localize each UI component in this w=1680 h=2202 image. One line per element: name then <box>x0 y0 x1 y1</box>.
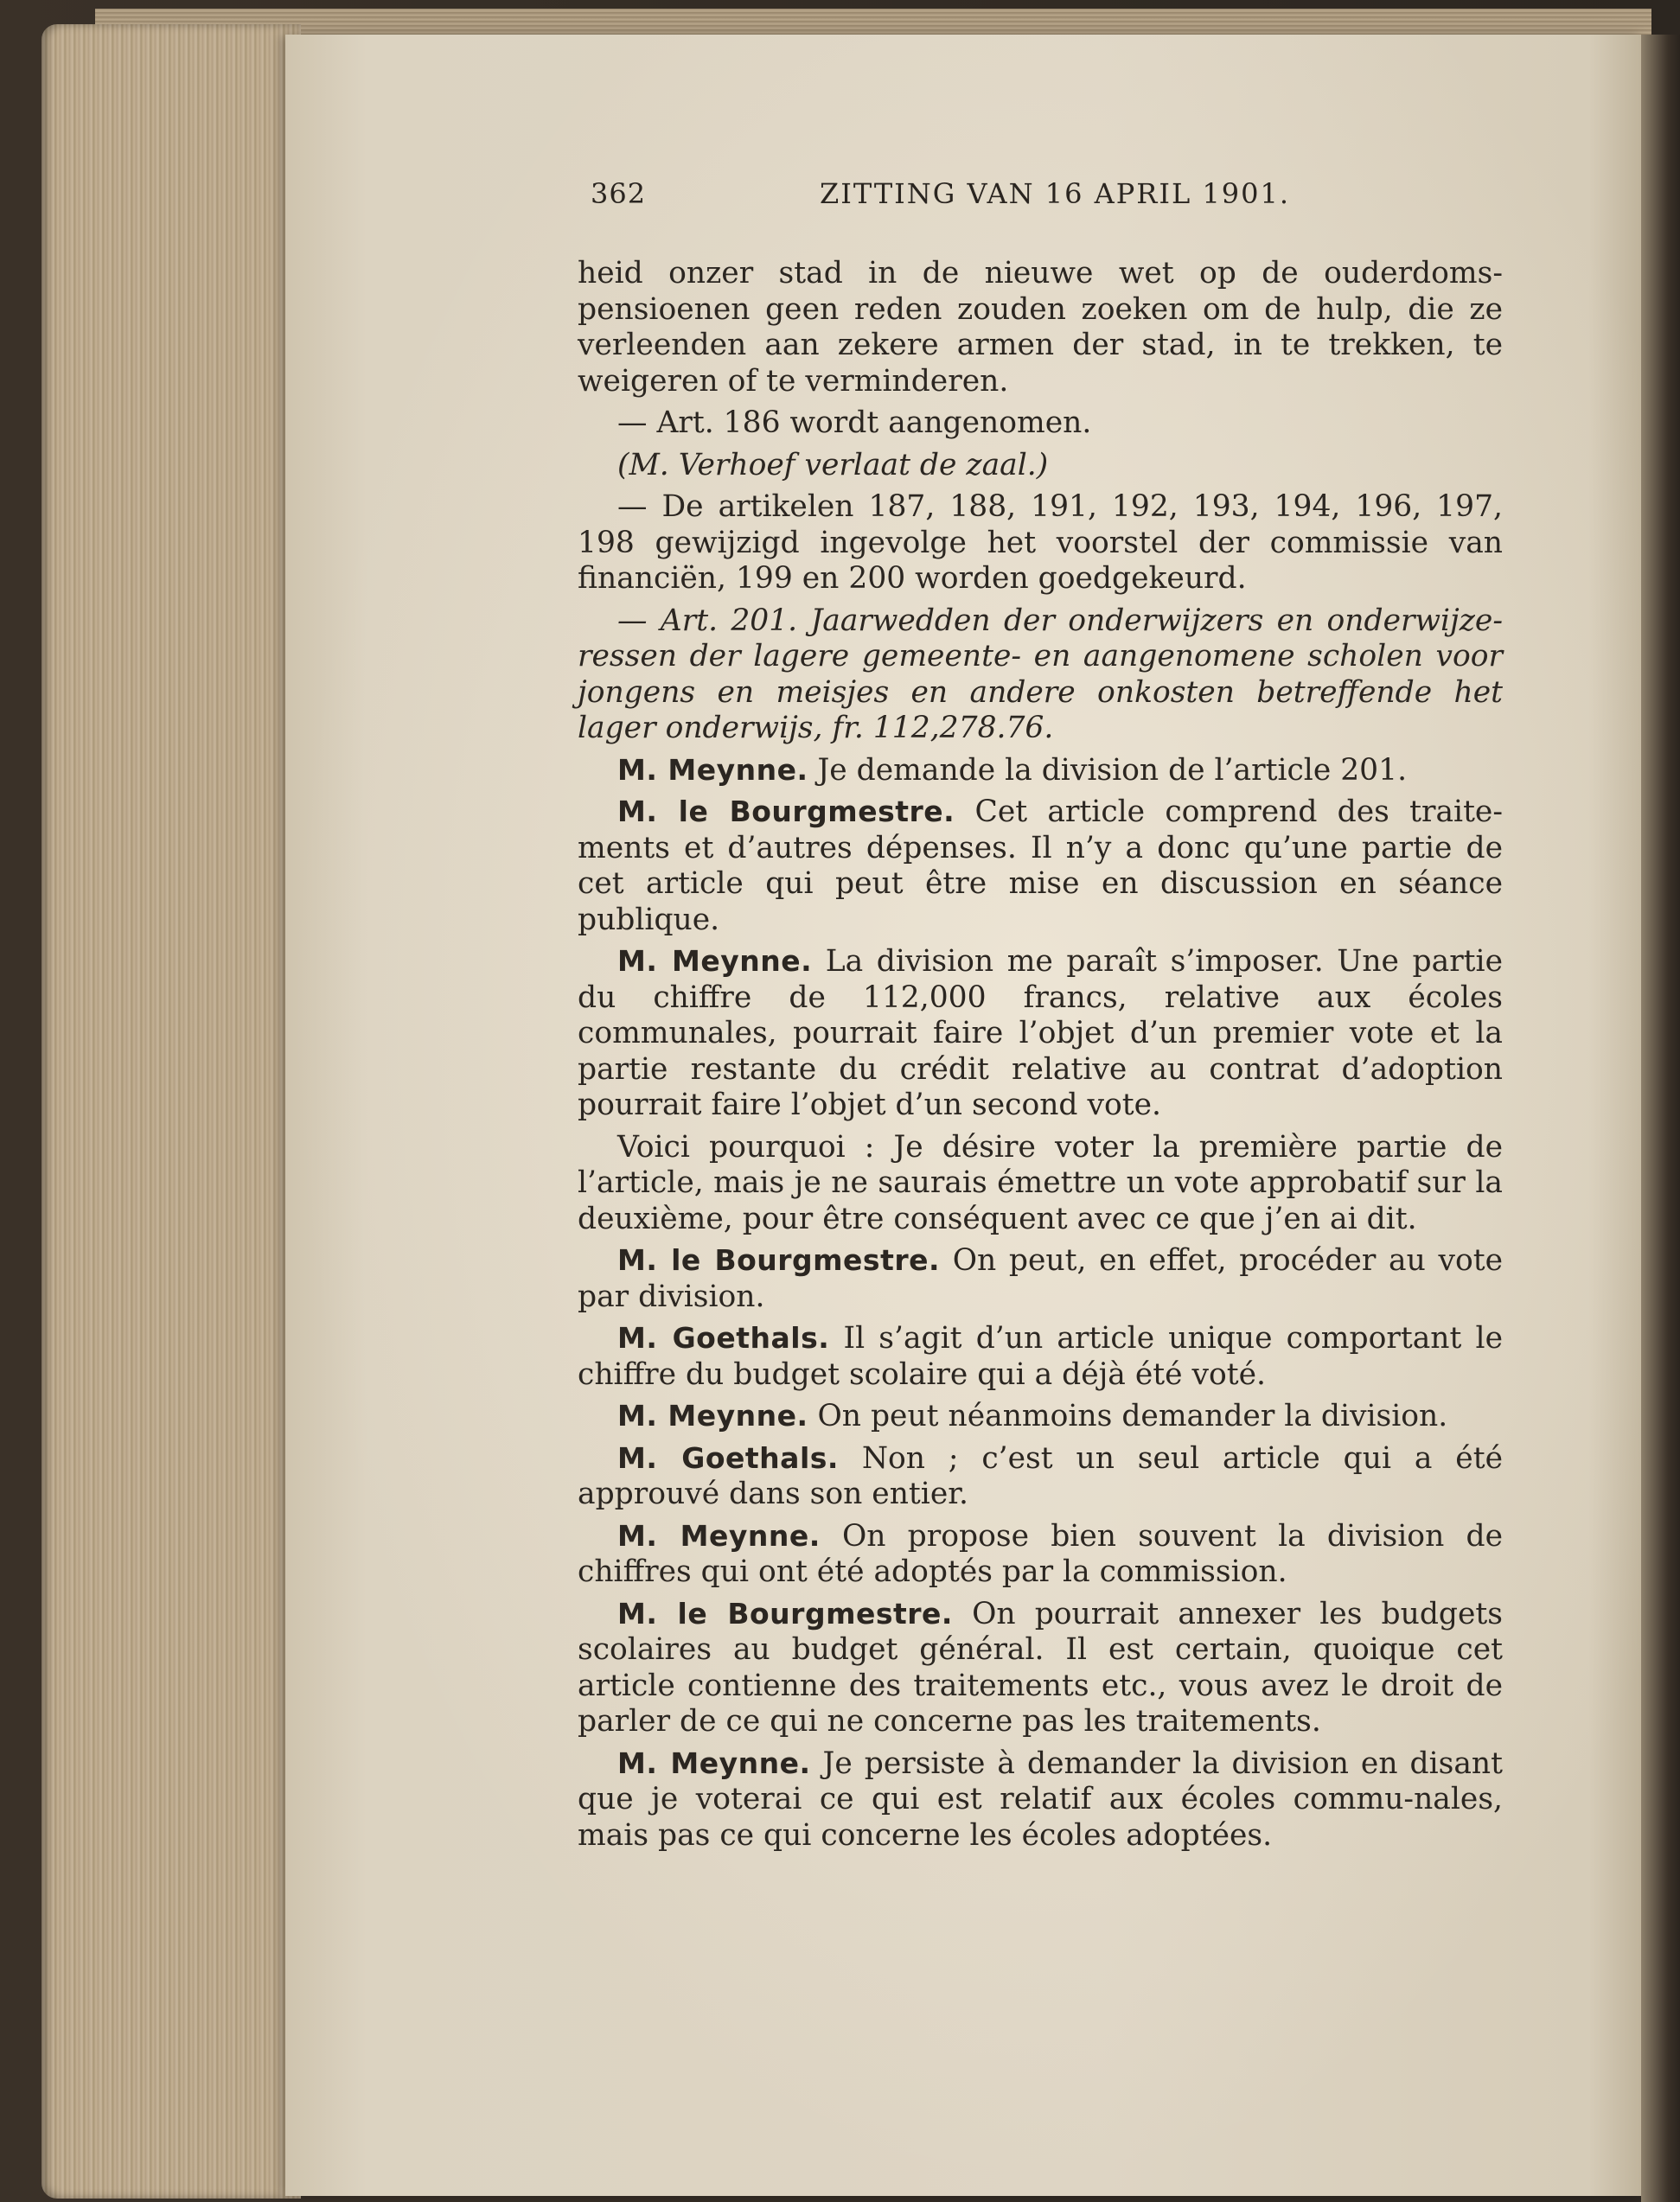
paragraph <box>578 1596 1503 1740</box>
paragraph-text: (M. Verhoef verlaat de zaal.) <box>617 447 1049 482</box>
paragraph-text: Je persiste à demander la division en disant que je voterai ce qui est relatif aux écoles commu-nales, mais pas ce qui concerne les écoles adoptées. <box>578 1746 1503 1853</box>
paragraph <box>578 1746 1503 1854</box>
paragraph <box>578 405 1503 442</box>
speaker-name: M. Meynne. <box>617 1518 821 1553</box>
paragraph-text: On peut néanmoins demander la division. <box>817 1399 1448 1433</box>
speaker-name: M. Meynne. <box>617 752 808 787</box>
paragraph-text: — Art. 186 wordt aangenomen. <box>617 405 1092 440</box>
book-gutter <box>1641 35 1680 2202</box>
paragraph <box>578 488 1503 597</box>
paragraph <box>578 1129 1503 1238</box>
paragraph-text: La division me paraît s’imposer. Une partie du chiffre de 112,000 francs, relative aux écoles communales, pourrait faire l’objet d’un premier vote et la partie restante du crédit relative au contrat d’adoption pourrait faire l’objet d’un second vote. <box>578 944 1504 1122</box>
speaker-name: M. Goethals. <box>617 1321 830 1355</box>
paragraph-text: Je demande la division de l’article 201. <box>817 752 1408 788</box>
speaker-name: M. Meynne. <box>617 1746 811 1780</box>
paragraph-text: Cet article comprend des traite-ments et d’autres dépenses. Il n’y a donc qu’une partie de cet article qui peut être mise en discussion en séance publique. <box>578 795 1504 937</box>
speaker-name: M. Meynne. <box>617 1399 808 1433</box>
body-text <box>578 255 1503 1859</box>
paragraph <box>578 794 1503 938</box>
speaker-name: M. le Bourgmestre. <box>617 795 955 828</box>
paragraph-text: Voici pourquoi : Je désire voter la première partie de l’article, mais je ne saurais émettre un vote approbatif sur la deuxième, pour être conséquent avec ce que j’en ai dit. <box>578 1129 1503 1236</box>
paragraph <box>578 1242 1503 1315</box>
paragraph <box>578 1320 1503 1393</box>
paragraph <box>578 255 1503 399</box>
paragraph-text: — Art. 201. Jaarwedden der onderwijzers en onderwijze-ressen der lagere gemeente- en aangenomene scholen voor jongens en meisjes en andere onkosten betreffende het lager onderwijs, fr. 112,278.76. <box>578 603 1503 745</box>
page-edges <box>42 24 301 2199</box>
paragraph <box>578 943 1503 1124</box>
paragraph-text: Il s’agit d’un article unique comportant le chiffre du budget scolaire qui a déjà été voté. <box>578 1321 1503 1392</box>
page-header <box>591 177 1308 229</box>
paragraph-text: On peut, en effet, procéder au vote par division. <box>578 1243 1504 1314</box>
paragraph <box>578 1440 1503 1513</box>
paragraph-text: heid onzer stad in de nieuwe wet op de ouderdoms-pensioenen geen reden zouden zoeken om de hulp, die ze verleenden aan zekere armen der stad, in te trekken, te weigeren of te verminderen. <box>578 256 1503 399</box>
paragraph-text: On pourrait annexer les budgets scolaires au budget général. Il est certain, quoique cet article contienne des traitements etc., vous avez le droit de parler de ce qui ne concerne pas les traitements. <box>578 1596 1503 1739</box>
paragraph <box>578 1398 1503 1435</box>
paragraph <box>578 603 1503 747</box>
paragraph-text: On propose bien souvent la division de chiffres qui ont été adoptés par la commission. <box>578 1518 1504 1589</box>
page-number: 362 <box>591 177 647 210</box>
speaker-name: M. Meynne. <box>617 944 813 978</box>
paragraph <box>578 447 1503 484</box>
speaker-name: M. Goethals. <box>617 1440 839 1475</box>
running-head: ZITTING VAN 16 APRIL 1901. <box>820 177 1291 210</box>
paragraph-text: — De artikelen 187, 188, 191, 192, 193, 194, 196, 197, 198 gewijzigd ingevolge het voorstel der commissie van financiën, 199 en 200 worden goedgekeurd. <box>578 489 1503 596</box>
paragraph <box>578 752 1503 789</box>
paragraph <box>578 1518 1503 1591</box>
speaker-name: M. le Bourgmestre. <box>617 1243 941 1277</box>
paragraph-text: Non ; c’est un seul article qui a été approuvé dans son entier. <box>578 1440 1503 1511</box>
speaker-name: M. le Bourgmestre. <box>617 1596 953 1631</box>
